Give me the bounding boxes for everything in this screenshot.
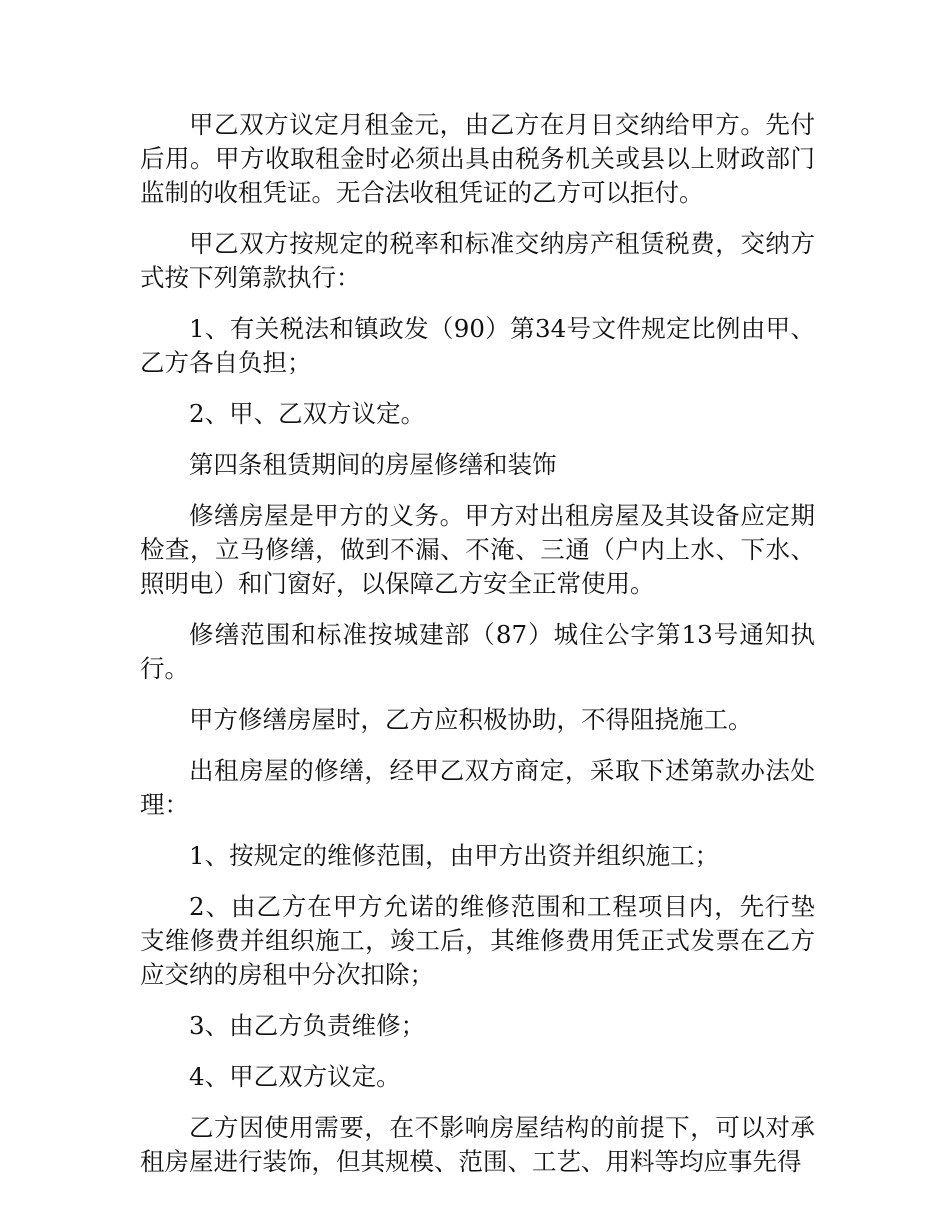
paragraph-decoration: 乙方因使用需要，在不影响房屋结构的前提下，可以对承租房屋进行装饰，但其规模、范围、工艺、用料等均应事先得 xyxy=(140,1113,815,1176)
paragraph-repair-cooperation: 甲方修缮房屋时，乙方应积极协助，不得阻挠施工。 xyxy=(189,705,753,734)
paragraph-repair-option-2: 2、由乙方在甲方允诺的维修范围和工程项目内，先行垫支维修费并组织施工，竣工后，其维修费用凭正式发票在乙方应交纳的房租中分次扣除； xyxy=(140,892,815,989)
paragraph-tax-payment: 甲乙双方按规定的税率和标准交纳房产租赁税费，交纳方式按下列第款执行： xyxy=(140,229,815,292)
paragraph-repair-scope: 修缮范围和标准按城建部（87）城住公字第13号通知执行。 xyxy=(140,620,815,683)
paragraph-repair-option-3: 3、由乙方负责维修； xyxy=(189,1011,426,1040)
paragraph-tax-option-2: 2、甲、乙双方议定。 xyxy=(189,399,426,428)
paragraph-repair-option-1: 1、按规定的维修范围，由甲方出资并组织施工； xyxy=(189,841,720,870)
section-heading-article-4: 第四条租赁期间的房屋修缮和装饰 xyxy=(189,450,557,479)
paragraph-tax-option-1: 1、有关税法和镇政发（90）第34号文件规定比例由甲、乙方各自负担； xyxy=(140,314,815,377)
document-page xyxy=(140,108,815,1196)
paragraph-repair-option-4: 4、甲乙双方议定。 xyxy=(189,1062,401,1091)
paragraph-repair-obligation: 修缮房屋是甲方的义务。甲方对出租房屋及其设备应定期检查，立马修缮，做到不漏、不淹、三通（户内上水、下水、照明电）和门窗好，以保障乙方安全正常使用。 xyxy=(140,501,815,598)
paragraph-rent-payment: 甲乙双方议定月租金元，由乙方在月日交纳给甲方。先付后用。甲方收取租金时必须出具由税务机关或县以上财政部门监制的收租凭证。无合法收租凭证的乙方可以拒付。 xyxy=(140,110,815,207)
paragraph-repair-method: 出租房屋的修缮，经甲乙双方商定，采取下述第款办法处理： xyxy=(140,756,815,819)
